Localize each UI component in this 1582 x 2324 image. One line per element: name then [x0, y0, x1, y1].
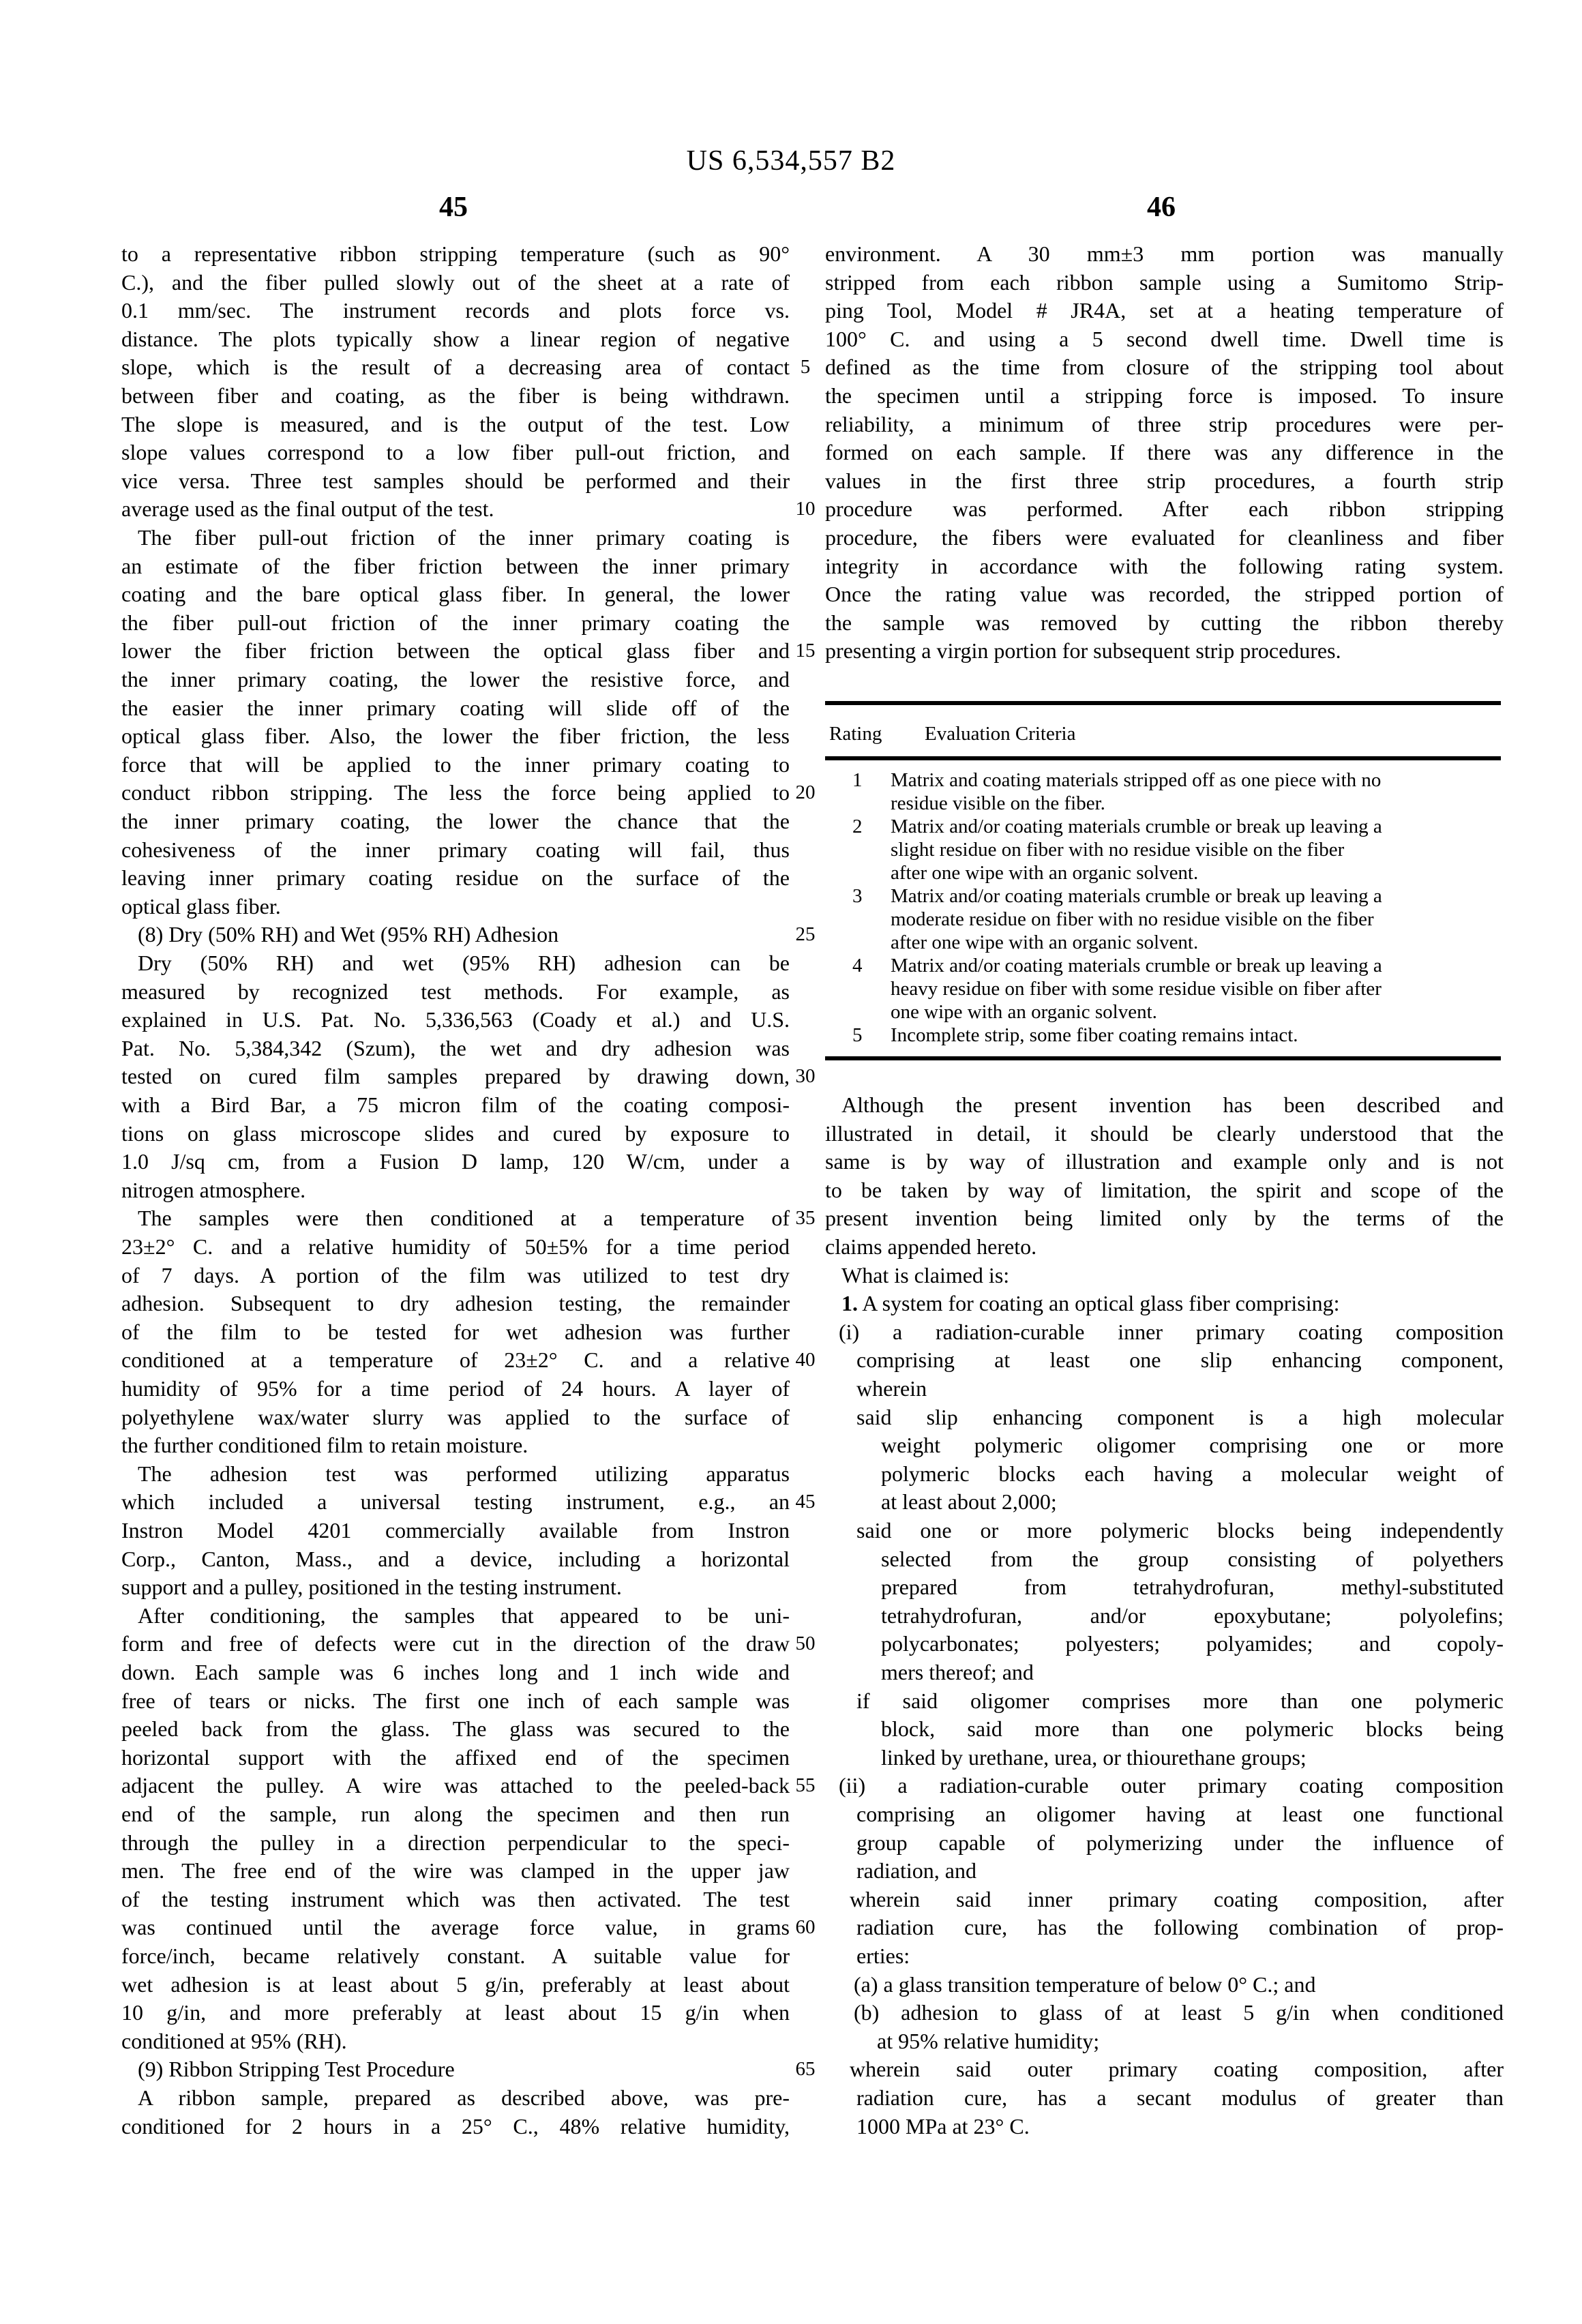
- text-line: group capable of polymerizing under the influence of: [856, 1830, 1504, 1855]
- text-line: 1000 MPa at 23° C.: [856, 2113, 1030, 2139]
- text-line: What is claimed is:: [841, 1262, 1010, 1287]
- gutter-line-number: 60: [795, 1916, 816, 1939]
- rating-value: 5: [852, 1024, 863, 1046]
- text-line: (b) adhesion to glass of at least 5 g/in when conditioned: [854, 2000, 1504, 2025]
- text-line: men. The free end of the wire was clamped in the upper jaw: [121, 1858, 790, 1883]
- text-line: weight polymeric oligomer comprising one or more: [881, 1433, 1504, 1458]
- text-line: peeled back from the glass. The glass was secured to the: [121, 1716, 790, 1742]
- text-line: illustrated in detail, it should be clearly understood that the: [825, 1120, 1504, 1146]
- text-line: said one or more polymeric blocks being independently: [856, 1518, 1504, 1543]
- text-line: wherein said outer primary coating composition, after: [850, 2057, 1504, 2082]
- text-line: selected from the group consisting of polyethers: [881, 1546, 1504, 1571]
- criteria-line: Matrix and coating materials stripped off as one piece with no: [891, 769, 1382, 791]
- criteria-line: Matrix and/or coating materials crumble or break up leaving a: [891, 885, 1382, 907]
- text-line: force/inch, became relatively constant. A suitable value for: [121, 1943, 790, 1968]
- text-line: 10 g/in, and more preferably at least about 15 g/in when: [121, 2000, 790, 2025]
- text-line: polyethylene wax/water slurry was applied to the surface of: [121, 1404, 790, 1429]
- criteria-line: Matrix and/or coating materials crumble or break up leaving a: [891, 816, 1382, 837]
- text-line: Although the present invention has been described and: [841, 1092, 1504, 1117]
- text-line: form and free of defects were cut in the direction of the draw: [121, 1631, 790, 1656]
- rating-column-header: Rating: [829, 723, 882, 745]
- text-line: comprising an oligomer having at least one functional: [856, 1802, 1504, 1826]
- text-line: adhesion. Subsequent to dry adhesion testing, the remainder: [121, 1291, 790, 1316]
- text-line: conditioned at 95% (RH).: [121, 2028, 347, 2053]
- text-line: 0.1 mm/sec. The instrument records and plots force vs.: [121, 298, 790, 323]
- text-line: of 7 days. A portion of the film was utilized to test dry: [121, 1262, 790, 1287]
- table-row: [825, 1024, 1501, 1047]
- text-line: end of the sample, run along the specimen and then run: [121, 1802, 790, 1826]
- text-line: environment. A 30 mm±3 mm portion was manually: [825, 241, 1504, 266]
- gutter-line-number: 40: [795, 1349, 816, 1371]
- text-line: wherein said inner primary coating composition, after: [850, 1886, 1504, 1911]
- text-line: average used as the final output of the test.: [121, 496, 494, 522]
- table-row: [825, 884, 1501, 954]
- criteria-line: moderate residue on fiber with no residue visible on the fiber: [891, 908, 1374, 930]
- rating-criteria-table: [825, 701, 1501, 1060]
- text-line: (a) a glass transition temperature of below 0° C.; and: [854, 1971, 1316, 1997]
- right-column-page-number: 46: [1147, 192, 1176, 223]
- left-column-page-number: 45: [439, 192, 468, 223]
- text-line: to be taken by way of limitation, the spirit and scope of the: [825, 1177, 1504, 1202]
- text-line: The fiber pull-out friction of the inner primary coating is: [138, 525, 790, 550]
- gutter-line-number: 45: [795, 1491, 816, 1513]
- text-line: linked by urethane, urea, or thiourethane groups;: [881, 1744, 1307, 1770]
- gutter-line-number: 25: [795, 923, 816, 946]
- text-line: tetrahydrofuran, and/or epoxybutane; polyolefins;: [881, 1603, 1504, 1628]
- text-line: comprising at least one slip enhancing component,: [856, 1347, 1504, 1373]
- text-line: of the testing instrument which was then activated. The test: [121, 1886, 790, 1911]
- gutter-line-number: 65: [795, 2058, 816, 2081]
- text-line: said slip enhancing component is a high molecular: [856, 1404, 1504, 1429]
- criteria-line: one wipe with an organic solvent.: [891, 1001, 1157, 1023]
- criteria-text: [891, 815, 1501, 884]
- gutter-line-number: 15: [795, 640, 816, 662]
- table-body: [825, 760, 1501, 1056]
- criteria-column-header: Evaluation Criteria: [925, 723, 1076, 745]
- rating-value: 1: [852, 769, 863, 791]
- text-line: with a Bird Bar, a 75 micron film of the coating composi-: [121, 1092, 790, 1117]
- line-number-gutter: [784, 240, 826, 2163]
- text-line: ping Tool, Model # JR4A, set at a heating temperature of: [825, 298, 1504, 323]
- text-line: the inner primary coating, the lower the chance that the: [121, 809, 790, 833]
- text-line: tested on cured film samples prepared by drawing down,: [121, 1064, 790, 1089]
- text-line: (ii) a radiation-curable outer primary coating composition: [839, 1773, 1504, 1798]
- rating-value: 3: [852, 885, 863, 907]
- text-line: conditioned for 2 hours in a 25° C., 48% relative humidity,: [121, 2113, 790, 2139]
- text-line: down. Each sample was 6 inches long and 1 inch wide and: [121, 1660, 790, 1684]
- table-row: [825, 954, 1501, 1024]
- text-line: was continued until the average force value, in grams: [121, 1915, 790, 1940]
- text-line: procedure was performed. After each ribbon stripping: [825, 496, 1504, 522]
- text-line: same is by way of illustration and example only and is not: [825, 1149, 1504, 1174]
- text-line: force that will be applied to the inner primary coating to: [121, 751, 790, 777]
- text-line: Pat. No. 5,384,342 (Szum), the wet and dry adhesion was: [121, 1035, 790, 1060]
- text-line: explained in U.S. Pat. No. 5,336,563 (Coady et al.) and U.S.: [121, 1007, 790, 1032]
- text-line: The adhesion test was performed utilizing apparatus: [138, 1461, 790, 1486]
- text-line: The samples were then conditioned at a temperature of: [138, 1206, 790, 1231]
- text-line: conduct ribbon stripping. The less the force being applied to: [121, 780, 790, 805]
- text-line: 23±2° C. and a relative humidity of 50±5% for a time period: [121, 1234, 790, 1259]
- text-line: free of tears or nicks. The first one inch of each sample was: [121, 1688, 790, 1713]
- gutter-line-number: 50: [795, 1633, 816, 1655]
- text-line: wet adhesion is at least about 5 g/in, preferably at least about: [121, 1971, 790, 1997]
- text-line: distance. The plots typically show a linear region of negative: [121, 326, 790, 351]
- rating-value: 2: [852, 816, 863, 837]
- text-line: 1.0 J/sq cm, from a Fusion D lamp, 120 W/cm, under a: [121, 1149, 790, 1174]
- text-line: prepared from tetrahydrofuran, methyl-substituted: [881, 1575, 1504, 1600]
- text-line: optical glass fiber.: [121, 893, 281, 919]
- criteria-text: [891, 769, 1501, 815]
- claim-number: 1.: [841, 1291, 858, 1316]
- criteria-line: Matrix and/or coating materials crumble or break up leaving a: [891, 955, 1382, 977]
- text-line: nitrogen atmosphere.: [121, 1177, 306, 1202]
- gutter-line-number: 20: [795, 781, 816, 804]
- text-line: After conditioning, the samples that appeared to be uni-: [138, 1603, 790, 1628]
- text-line: reliability, a minimum of three strip procedures were per-: [825, 411, 1504, 436]
- text-line: at least about 2,000;: [881, 1489, 1057, 1515]
- text-line: radiation cure, has the following combination of prop-: [856, 1915, 1504, 1940]
- text-line: the sample was removed by cutting the ribbon thereby: [825, 610, 1504, 635]
- right-text-column: [825, 240, 1504, 2163]
- text-line: if said oligomer comprises more than one polymeric: [856, 1688, 1504, 1713]
- text-line: leaving inner primary coating residue on the surface of the: [121, 865, 790, 891]
- text-line: (8) Dry (50% RH) and Wet (95% RH) Adhesion: [138, 922, 559, 947]
- text-line: present invention being limited only by the terms of the: [825, 1206, 1504, 1231]
- text-line: the specimen until a stripping force is imposed. To insure: [825, 383, 1504, 408]
- gutter-line-number: 35: [795, 1207, 816, 1230]
- criteria-text: [891, 1024, 1501, 1047]
- table-row: [825, 815, 1501, 884]
- text-line: the inner primary coating, the lower the resistive force, and: [121, 667, 790, 691]
- text-line: (9) Ribbon Stripping Test Procedure: [138, 2057, 455, 2082]
- left-text-column: [121, 240, 790, 2163]
- text-line: which included a universal testing instrument, e.g., an: [121, 1489, 790, 1515]
- text-line: slope values correspond to a low fiber pull-out friction, and: [121, 440, 790, 465]
- text-line: the fiber pull-out friction of the inner primary coating the: [121, 610, 790, 635]
- text-line: A ribbon sample, prepared as described above, was pre-: [138, 2085, 790, 2110]
- text-line: Instron Model 4201 commercially available from Instron: [121, 1518, 790, 1543]
- rating-value: 4: [852, 955, 863, 977]
- text-line: the further conditioned film to retain moisture.: [121, 1433, 528, 1458]
- text-line: adjacent the pulley. A wire was attached to the peeled-back: [121, 1773, 790, 1798]
- patent-number-header: US 6,534,557 B2: [686, 145, 896, 177]
- text-line: polycarbonates; polyesters; polyamides; and copoly-: [881, 1631, 1504, 1656]
- text-line: claims appended hereto.: [825, 1234, 1037, 1259]
- text-line: radiation cure, has a secant modulus of greater than: [856, 2085, 1504, 2110]
- text-line: an estimate of the fiber friction between the inner primary: [121, 553, 790, 578]
- text-line: tions on glass microscope slides and cured by exposure to: [121, 1120, 790, 1146]
- text-line: the easier the inner primary coating will slide off of the: [121, 695, 790, 720]
- text-line: integrity in accordance with the following rating system.: [825, 553, 1504, 578]
- text-line: slope, which is the result of a decreasing area of contact: [121, 355, 790, 380]
- text-line: values in the first three strip procedures, a fourth strip: [825, 468, 1504, 493]
- text-line: between fiber and coating, as the fiber is being withdrawn.: [121, 383, 790, 408]
- criteria-text: [891, 954, 1501, 1024]
- text-line: presenting a virgin portion for subsequent strip procedures.: [825, 638, 1341, 664]
- text-line: optical glass fiber. Also, the lower the fiber friction, the less: [121, 724, 790, 749]
- text-line: coating and the bare optical glass fiber. In general, the lower: [121, 582, 790, 607]
- criteria-line: after one wipe with an organic solvent.: [891, 862, 1199, 884]
- text-line: Corp., Canton, Mass., and a device, including a horizontal: [121, 1546, 790, 1571]
- text-line: stripped from each ribbon sample using a Sumitomo Strip-: [825, 269, 1504, 295]
- gutter-line-number: 55: [795, 1774, 816, 1797]
- text-line: erties:: [856, 1943, 910, 1968]
- text-line: radiation, and: [856, 1858, 976, 1883]
- criteria-line: after one wipe with an organic solvent.: [891, 932, 1199, 953]
- text-line: Once the rating value was recorded, the stripped portion of: [825, 582, 1504, 607]
- text-line: support and a pulley, positioned in the testing instrument.: [121, 1575, 622, 1600]
- criteria-text: [891, 884, 1501, 954]
- gutter-line-number: 30: [795, 1065, 816, 1088]
- table-header-row: [825, 705, 1501, 760]
- text-line: wherein: [856, 1376, 927, 1401]
- criteria-line: heavy residue on fiber with some residue visible on fiber after: [891, 978, 1382, 1000]
- text-line: mers thereof; and: [881, 1660, 1034, 1684]
- text-line: measured by recognized test methods. For example, as: [121, 979, 790, 1004]
- text-line: humidity of 95% for a time period of 24 hours. A layer of: [121, 1376, 790, 1401]
- criteria-line: slight residue on fiber with no residue visible on the fiber: [891, 839, 1345, 861]
- text-line: 1. A system for coating an optical glass fiber comprising:: [841, 1291, 1340, 1316]
- criteria-line: Incomplete strip, some fiber coating remains intact.: [891, 1024, 1298, 1046]
- criteria-line: residue visible on the fiber.: [891, 792, 1105, 814]
- text-line: cohesiveness of the inner primary coating will fail, thus: [121, 837, 790, 862]
- gutter-line-number: 10: [795, 498, 816, 520]
- table-row: [825, 769, 1501, 815]
- text-line: (i) a radiation-curable inner primary coating composition: [839, 1319, 1504, 1344]
- text-line: 100° C. and using a 5 second dwell time. Dwell time is: [825, 326, 1504, 351]
- text-line: of the film to be tested for wet adhesion was further: [121, 1319, 790, 1344]
- text-line: conditioned at a temperature of 23±2° C. and a relative: [121, 1347, 790, 1373]
- gutter-line-number: 5: [800, 356, 811, 378]
- text-line: formed on each sample. If there was any difference in the: [825, 440, 1504, 465]
- text-line: at 95% relative humidity;: [877, 2028, 1100, 2053]
- text-line: polymeric blocks each having a molecular weight of: [881, 1461, 1504, 1486]
- text-line: through the pulley in a direction perpendicular to the speci-: [121, 1830, 790, 1855]
- text-line: The slope is measured, and is the output of the test. Low: [121, 411, 790, 436]
- text-line: horizontal support with the affixed end of the specimen: [121, 1744, 790, 1770]
- text-line: C.), and the fiber pulled slowly out of the sheet at a rate of: [121, 269, 790, 295]
- text-line: defined as the time from closure of the stripping tool about: [825, 355, 1504, 380]
- text-line: vice versa. Three test samples should be performed and their: [121, 468, 790, 493]
- text-line: Dry (50% RH) and wet (95% RH) adhesion can be: [138, 951, 790, 975]
- text-line: lower the fiber friction between the optical glass fiber and: [121, 638, 790, 664]
- text-line: block, said more than one polymeric blocks being: [881, 1716, 1504, 1742]
- text-line: to a representative ribbon stripping temperature (such as 90°: [121, 241, 790, 266]
- text-line: procedure, the fibers were evaluated for cleanliness and fiber: [825, 525, 1504, 550]
